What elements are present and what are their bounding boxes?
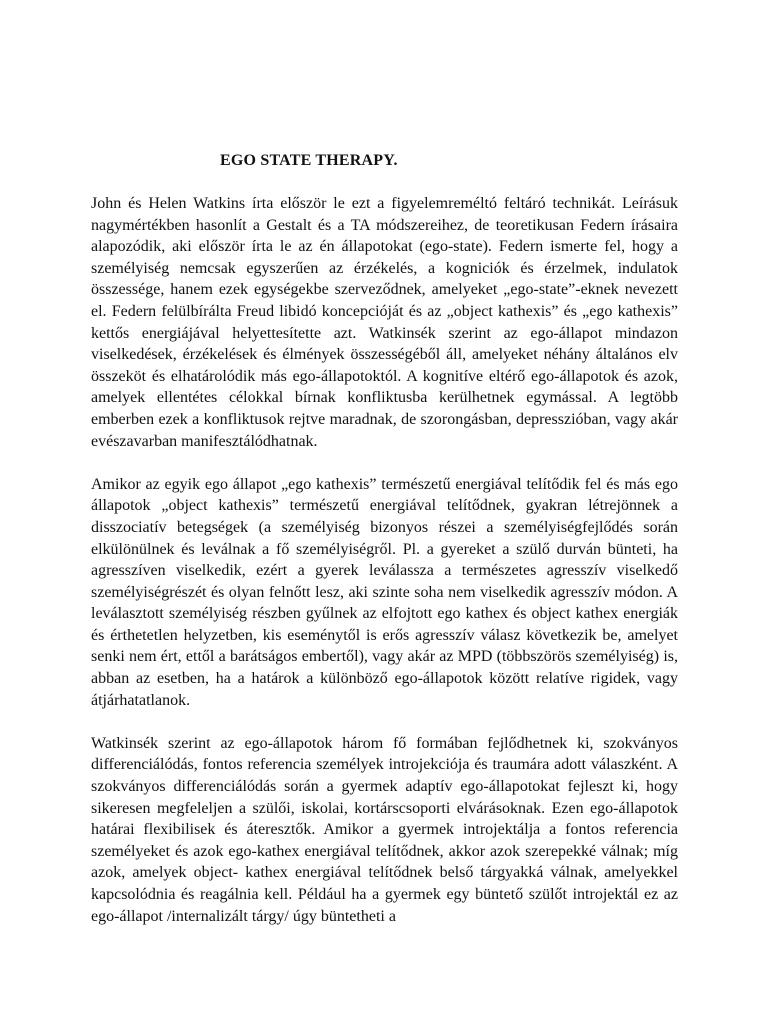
paragraph-2: Amikor az egyik ego állapot „ego kathexis” természetű energiával telítődik fel és más ego állapotok „object kathexis” természetű energiával telítődnek, gyakran létrejönnek a disszociatív betegségek (a személyiség bizonyos részei a személyiségfejlődés során elkülönülnek és leválnak a fő személyiségről. Pl. a gyereket a szülő durván bünteti, ha agresszíven viselkedik, ezért a gyerek leválassza a természetes agresszív viselkedő személyiségrészét és olyan felnőtt lesz, aki szinte soha nem viselkedik agresszív módon. A leválasztott személyiség részben gyűlnek az elfojtott ego kathex és object kathex energiák és érthetetlen helyzetben, kis eseménytől is erős agresszív válasz következik be, amelyet senki nem ért, ettől a barátságos embertől), vagy akár az MPD (többszörös személyiség) is, abban az esetben, ha a határok a különböző ego-állapotok között relatíve rigidek, vagy átjárhatatlanok. <box>91 475 678 709</box>
document-page <box>91 150 678 927</box>
paragraph-3: Watkinsék szerint az ego-állapotok három fő formában fejlődhetnek ki, szokványos differenciálódás, fontos referencia személyek introjekciója és traumára adott válaszként. A szokványos differenciálódás során a gyermek adaptív ego-állapotokat fejleszt ki, hogy sikeresen megfeleljen a szülői, iskolai, kortárscsoporti elvárásoknak. Ezen ego-állapotok határai flexibilisek és áteresztők. Amikor a gyermek introjektálja a fontos referencia személyeket és azok ego-kathex energiával telítődnek, akkor azok szerepekké válnak; míg azok, amelyek object- kathex energiával telítődnek belső tárgyakká válnak, amelyekkel kapcsolódnia és reagálnia kell. Például ha a gyermek egy büntető szülőt introjektál ez az ego-állapot /internalizált tárgy/ úgy büntetheti a <box>91 734 678 925</box>
paragraph-1: John és Helen Watkins írta először le ezt a figyelemreméltó feltáró technikát. Leírásuk nagymértékben hasonlít a Gestalt és a TA módszereihez, de teoretikusan Federn írásaira alapozódik, aki először írta le az én állapotokat (ego-state). Federn ismerte fel, hogy a személyiség nemcsak egyszerűen az érzékelés, a kogniciók és érzelmek, indulatok összessége, hanem ezek egységekbe szerveződnek, amelyeket „ego-state”-eknek nevezett el. Federn felülbírálta Freud libidó koncepcióját és az „object kathexis” és „ego kathexis” kettős energiájával helyettesítette azt. Watkinsék szerint az ego-állapot mindazon viselkedések, érzékelések és élmények összességéből áll, amelyeket néhány általános elv összeköt és elhatárolódik más ego-állapotoktól. A kognitíve eltérő ego-állapotok és azok, amelyek ellentétes célokkal bírnak konfliktusba kerülhetnek egymással. A legtöbb emberben ezek a konfliktusok rejtve maradnak, de szorongásban, depresszióban, vagy akár evészavarban manifesztálódhatnak. <box>91 195 678 450</box>
document-title: EGO STATE THERAPY. <box>220 152 398 169</box>
